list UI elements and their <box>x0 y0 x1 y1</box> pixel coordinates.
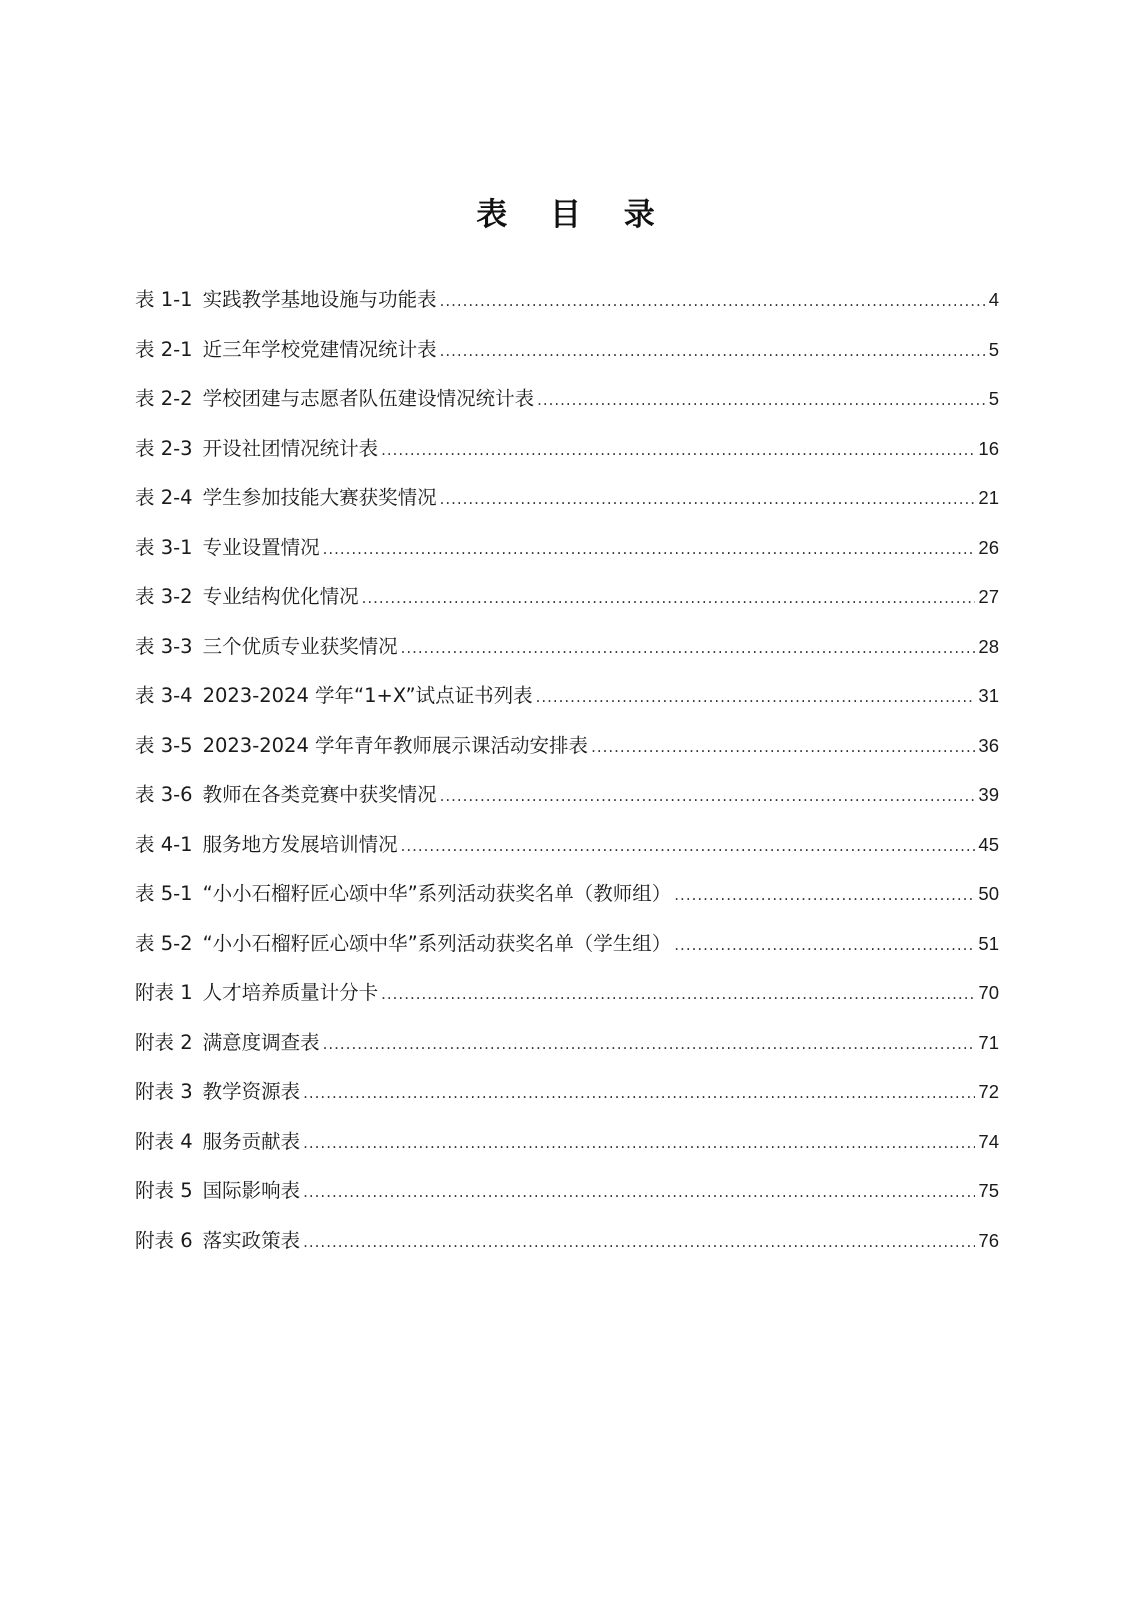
dot-leader <box>323 534 976 564</box>
dot-leader <box>440 336 986 366</box>
toc-entry[interactable] <box>135 384 999 434</box>
toc-entry[interactable] <box>135 731 999 781</box>
toc-entry-page-number: 51 <box>978 932 999 954</box>
toc-entry-page-number: 75 <box>978 1180 999 1201</box>
toc-entry[interactable] <box>135 978 999 1028</box>
toc-entry[interactable] <box>135 1226 999 1276</box>
toc-entry-number: 附表 5 <box>135 1179 193 1202</box>
toc-entry-title: 落实政策表 <box>202 1228 301 1252</box>
toc-entry[interactable] <box>135 335 999 385</box>
toc-entry[interactable] <box>135 434 999 484</box>
toc-entry-number: 表 2-2 <box>135 387 193 410</box>
toc-entry-title: “小小石榴籽匠心颂中华”系列活动获奖名单（学生组） <box>202 931 672 955</box>
toc-entry-number: 表 3-4 <box>135 684 193 707</box>
toc-entry-number: 附表 4 <box>135 1129 193 1153</box>
dot-leader <box>440 781 976 811</box>
toc-entry-title: 专业设置情况 <box>202 535 320 559</box>
toc-entry-page-number: 70 <box>978 982 999 1003</box>
toc-entry[interactable] <box>135 1077 999 1127</box>
toc-entry-page-number: 4 <box>988 289 999 310</box>
toc-entry[interactable] <box>135 285 999 335</box>
toc-entry-title: 专业结构优化情况 <box>202 585 359 608</box>
toc-entry-title: 人才培养质量计分卡 <box>202 981 379 1004</box>
dot-leader <box>303 1227 975 1257</box>
toc-entry[interactable] <box>135 1028 999 1078</box>
toc-entry[interactable] <box>135 1127 999 1177</box>
toc-entry-page-number: 21 <box>978 487 999 508</box>
toc-entry-page-number: 31 <box>978 685 999 706</box>
dot-leader <box>440 286 986 316</box>
toc-entry-page-number: 36 <box>978 734 999 756</box>
toc-entry-page-number: 76 <box>978 1229 999 1251</box>
dot-leader <box>303 1128 975 1158</box>
dot-leader <box>591 732 975 762</box>
toc-entry-number: 表 2-4 <box>135 486 193 509</box>
toc-entry-title: 服务地方发展培训情况 <box>202 832 398 856</box>
dot-leader <box>401 831 976 861</box>
toc-entry-title: 服务贡献表 <box>202 1129 301 1153</box>
toc-entry[interactable] <box>135 780 999 830</box>
toc-entry-title: “小小石榴籽匠心颂中华”系列活动获奖名单（教师组） <box>202 882 672 905</box>
dot-leader <box>362 583 976 613</box>
dot-leader <box>674 880 975 910</box>
toc-entry-number: 表 1-1 <box>135 288 193 311</box>
toc-entry-page-number: 71 <box>978 1031 999 1053</box>
toc-entry-title: 近三年学校党建情况统计表 <box>202 337 437 361</box>
toc-entry[interactable] <box>135 483 999 533</box>
toc-entry-title: 学生参加技能大赛获奖情况 <box>202 486 437 509</box>
toc-entry-title: 教学资源表 <box>202 1080 301 1103</box>
dot-leader <box>440 484 976 514</box>
dot-leader <box>536 682 976 712</box>
toc-entry[interactable] <box>135 1176 999 1226</box>
toc-entry-page-number: 39 <box>978 784 999 805</box>
toc-entry-page-number: 72 <box>978 1081 999 1102</box>
toc-entry-number: 附表 2 <box>135 1030 193 1054</box>
toc-entry[interactable] <box>135 632 999 682</box>
toc-entry-number: 表 3-6 <box>135 783 193 806</box>
toc-entry-title: 三个优质专业获奖情况 <box>202 634 398 658</box>
toc-entry-title: 学校团建与志愿者队伍建设情况统计表 <box>202 387 535 410</box>
dot-leader <box>674 930 975 960</box>
dot-leader <box>381 979 975 1009</box>
toc-entry[interactable] <box>135 681 999 731</box>
dot-leader <box>537 385 986 415</box>
toc-entry-title: 教师在各类竞赛中获奖情况 <box>202 783 437 806</box>
toc-entry-number: 表 2-1 <box>135 337 193 361</box>
toc-entry-number: 表 4-1 <box>135 832 193 856</box>
toc-entry-title: 2023-2024 学年青年教师展示课活动安排表 <box>202 733 589 757</box>
toc-entry-title: 实践教学基地设施与功能表 <box>202 288 437 311</box>
toc-entry-number: 表 3-3 <box>135 634 193 658</box>
dot-leader <box>323 1029 976 1059</box>
toc-entry-page-number: 74 <box>978 1130 999 1152</box>
toc-entry-number: 附表 3 <box>135 1080 193 1103</box>
dot-leader <box>381 435 975 465</box>
page-title: 表 目 录 <box>476 196 671 233</box>
toc-entry-page-number: 27 <box>978 586 999 607</box>
table-of-contents <box>135 285 999 1275</box>
toc-entry[interactable] <box>135 830 999 880</box>
toc-entry-number: 表 3-5 <box>135 733 193 757</box>
toc-entry[interactable] <box>135 929 999 979</box>
toc-entry-page-number: 16 <box>978 437 999 459</box>
toc-entry-title: 2023-2024 学年“1+X”试点证书列表 <box>202 684 533 707</box>
toc-entry[interactable] <box>135 879 999 929</box>
toc-entry-number: 附表 1 <box>135 981 193 1004</box>
toc-entry-title: 满意度调查表 <box>202 1030 320 1054</box>
toc-entry-page-number: 26 <box>978 536 999 558</box>
toc-entry[interactable] <box>135 582 999 632</box>
dot-leader <box>303 1177 975 1207</box>
dot-leader <box>303 1078 975 1108</box>
toc-entry-number: 附表 6 <box>135 1228 193 1252</box>
toc-entry-number: 表 3-2 <box>135 585 193 608</box>
toc-entry[interactable] <box>135 533 999 583</box>
toc-entry-title: 国际影响表 <box>202 1179 301 1202</box>
toc-entry-page-number: 45 <box>978 833 999 855</box>
toc-entry-page-number: 5 <box>988 388 999 409</box>
toc-entry-number: 表 2-3 <box>135 436 193 460</box>
toc-entry-title: 开设社团情况统计表 <box>202 436 379 460</box>
toc-entry-number: 表 5-1 <box>135 882 193 905</box>
dot-leader <box>401 633 976 663</box>
toc-entry-number: 表 3-1 <box>135 535 193 559</box>
toc-entry-number: 表 5-2 <box>135 931 193 955</box>
toc-entry-page-number: 28 <box>978 635 999 657</box>
toc-entry-page-number: 50 <box>978 883 999 904</box>
toc-entry-page-number: 5 <box>988 338 999 360</box>
